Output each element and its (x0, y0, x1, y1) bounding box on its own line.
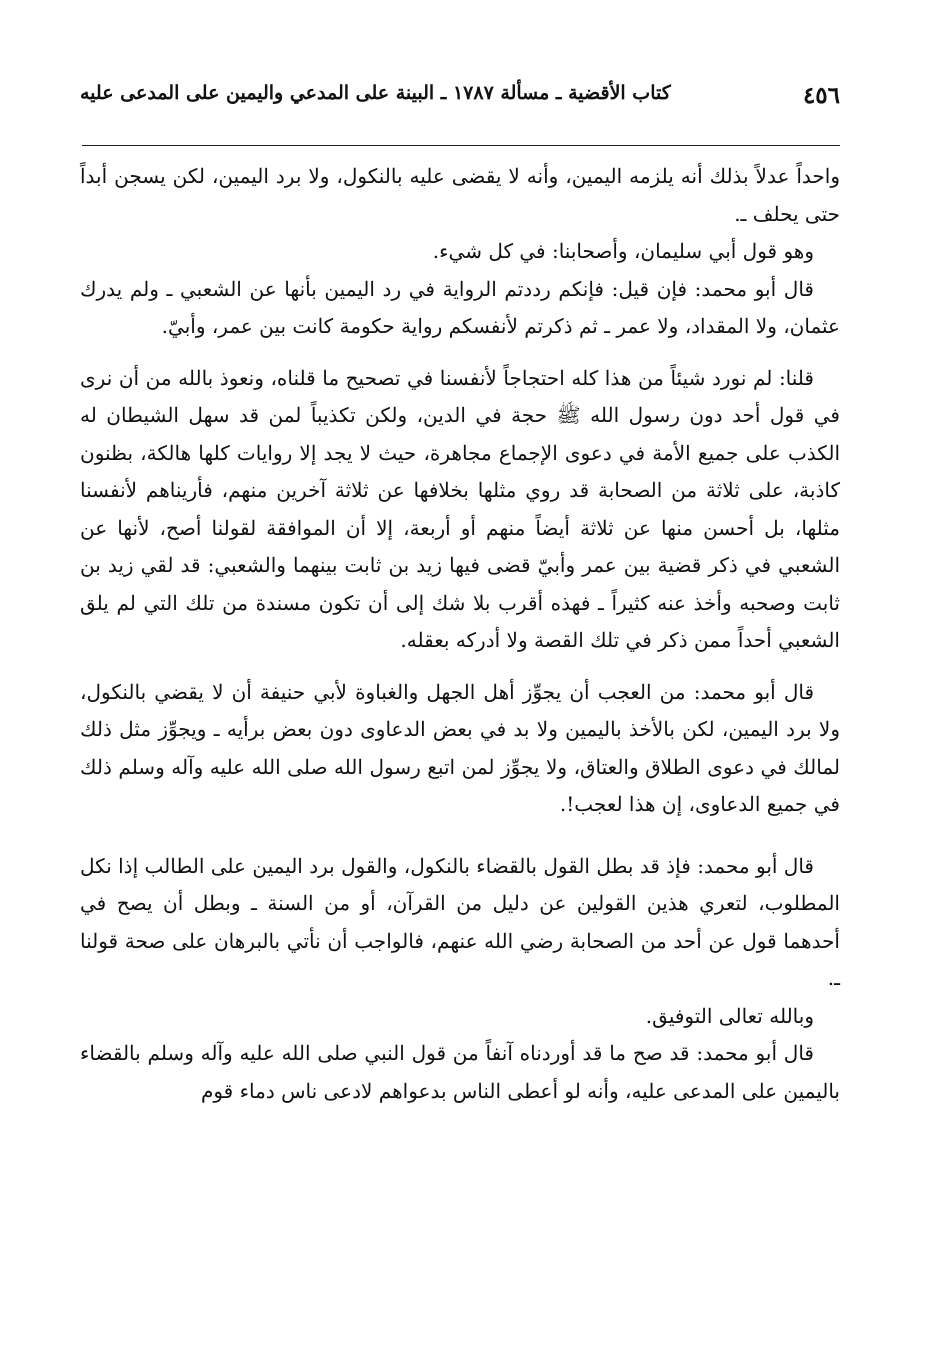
paragraph: قال أبو محمد: فإن قيل: فإنكم رددتم الرواية في رد اليمين بأنها عن الشعبي ـ ولم يدرك عثمان، ولا المقداد، ولا عمر ـ ثم ذكرتم لأنفسكم رواية حكومة كانت بين عمر، وأبيّ. (80, 276, 840, 338)
running-title: كتاب الأقضية ـ مسألة ١٧٨٧ ـ البينة على المدعي واليمين على المدعى عليه (80, 82, 671, 104)
paragraph: قال أبو محمد: من العجب أن يجوِّز أهل الجهل والغباوة لأبي حنيفة أن لا يقضي بالنكول، ولا برد اليمين، لكن بالأخذ باليمين ولا بد في بعض الدعاوى دون بعض برأيه ـ ويجوِّز مثل ذلك لمالك في دعوى الطلاق والعتاق، ولا يجوِّز لمن اتبع رسول الله صلى الله عليه وآله وسلم ذلك في جميع الدعاوى، إن هذا لعجب!. (80, 679, 840, 816)
body-text (80, 158, 840, 1110)
paragraph: واحداً عدلاً بذلك أنه يلزمه اليمين، وأنه لا يقضى عليه بالنكول، ولا برد اليمين، لكن يسجن أبداً حتى يحلف ـ. (80, 164, 840, 226)
paragraph: قلنا: لم نورد شيئاً من هذا كله احتجاجاً لأنفسنا في تصحيح ما قلناه، ونعوذ بالله من أن نرى في قول أحد دون رسول الله ﷺ حجة في الدين، ولكن تكذيباً لمن قد سهل الشيطان له الكذب على جميع الأمة في دعوى الإجماع مجاهرة، حيث لا يجد إلا روايات كلها هالكة، بظنون كاذبة، على ثلاثة من الصحابة قد روي مثلها بخلافها عن ثلاثة آخرين منهم، فأريناهم لأنفسنا مثلها، بل أحسن منها عن ثلاثة أيضاً منهم أو أربعة، إلا أن الموافقة لقولنا أصح، لأنها عن الشعبي في ذكر قضية بين عمر وأبيّ قضى فيها زيد بن ثابت بينهما والشعبي: قد لقي زيد بن ثابت وصحبه وأخذ عنه كثيراً ـ فهذه أقرب بلا شك إلى أن تكون مسندة من تلك التي لم يلق الشعبي أحداً ممن ذكر في تلك القصة ولا أدركه بعقله. (80, 365, 840, 652)
page-number: ٤٥٦ (802, 82, 840, 109)
paragraph: وهو قول أبي سليمان، وأصحابنا: في كل شيء. (432, 239, 814, 263)
header-rule (82, 145, 840, 146)
paragraph: وبالله تعالى التوفيق. (645, 1003, 814, 1028)
paragraph: قال أبو محمد: فإذ قد بطل القول بالقضاء بالنكول، والقول برد اليمين على الطالب إذا نكل المطلوب، لتعري هذين القولين عن دليل من القرآن، أو من السنة ـ وبطل أن يصح في أحدهما قول عن أحد من الصحابة رضي الله عنهم، فالواجب أن نأتي بالبرهان على صحة قولنا ـ. (80, 853, 840, 990)
page-header (80, 82, 840, 122)
paragraph: قال أبو محمد: قد صح ما قد أوردناه آنفاً من قول النبي صلى الله عليه وآله وسلم بالقضاء باليمين على المدعى عليه، وأنه لو أعطى الناس بدعواهم لادعى ناس دماء قوم (80, 1041, 840, 1103)
